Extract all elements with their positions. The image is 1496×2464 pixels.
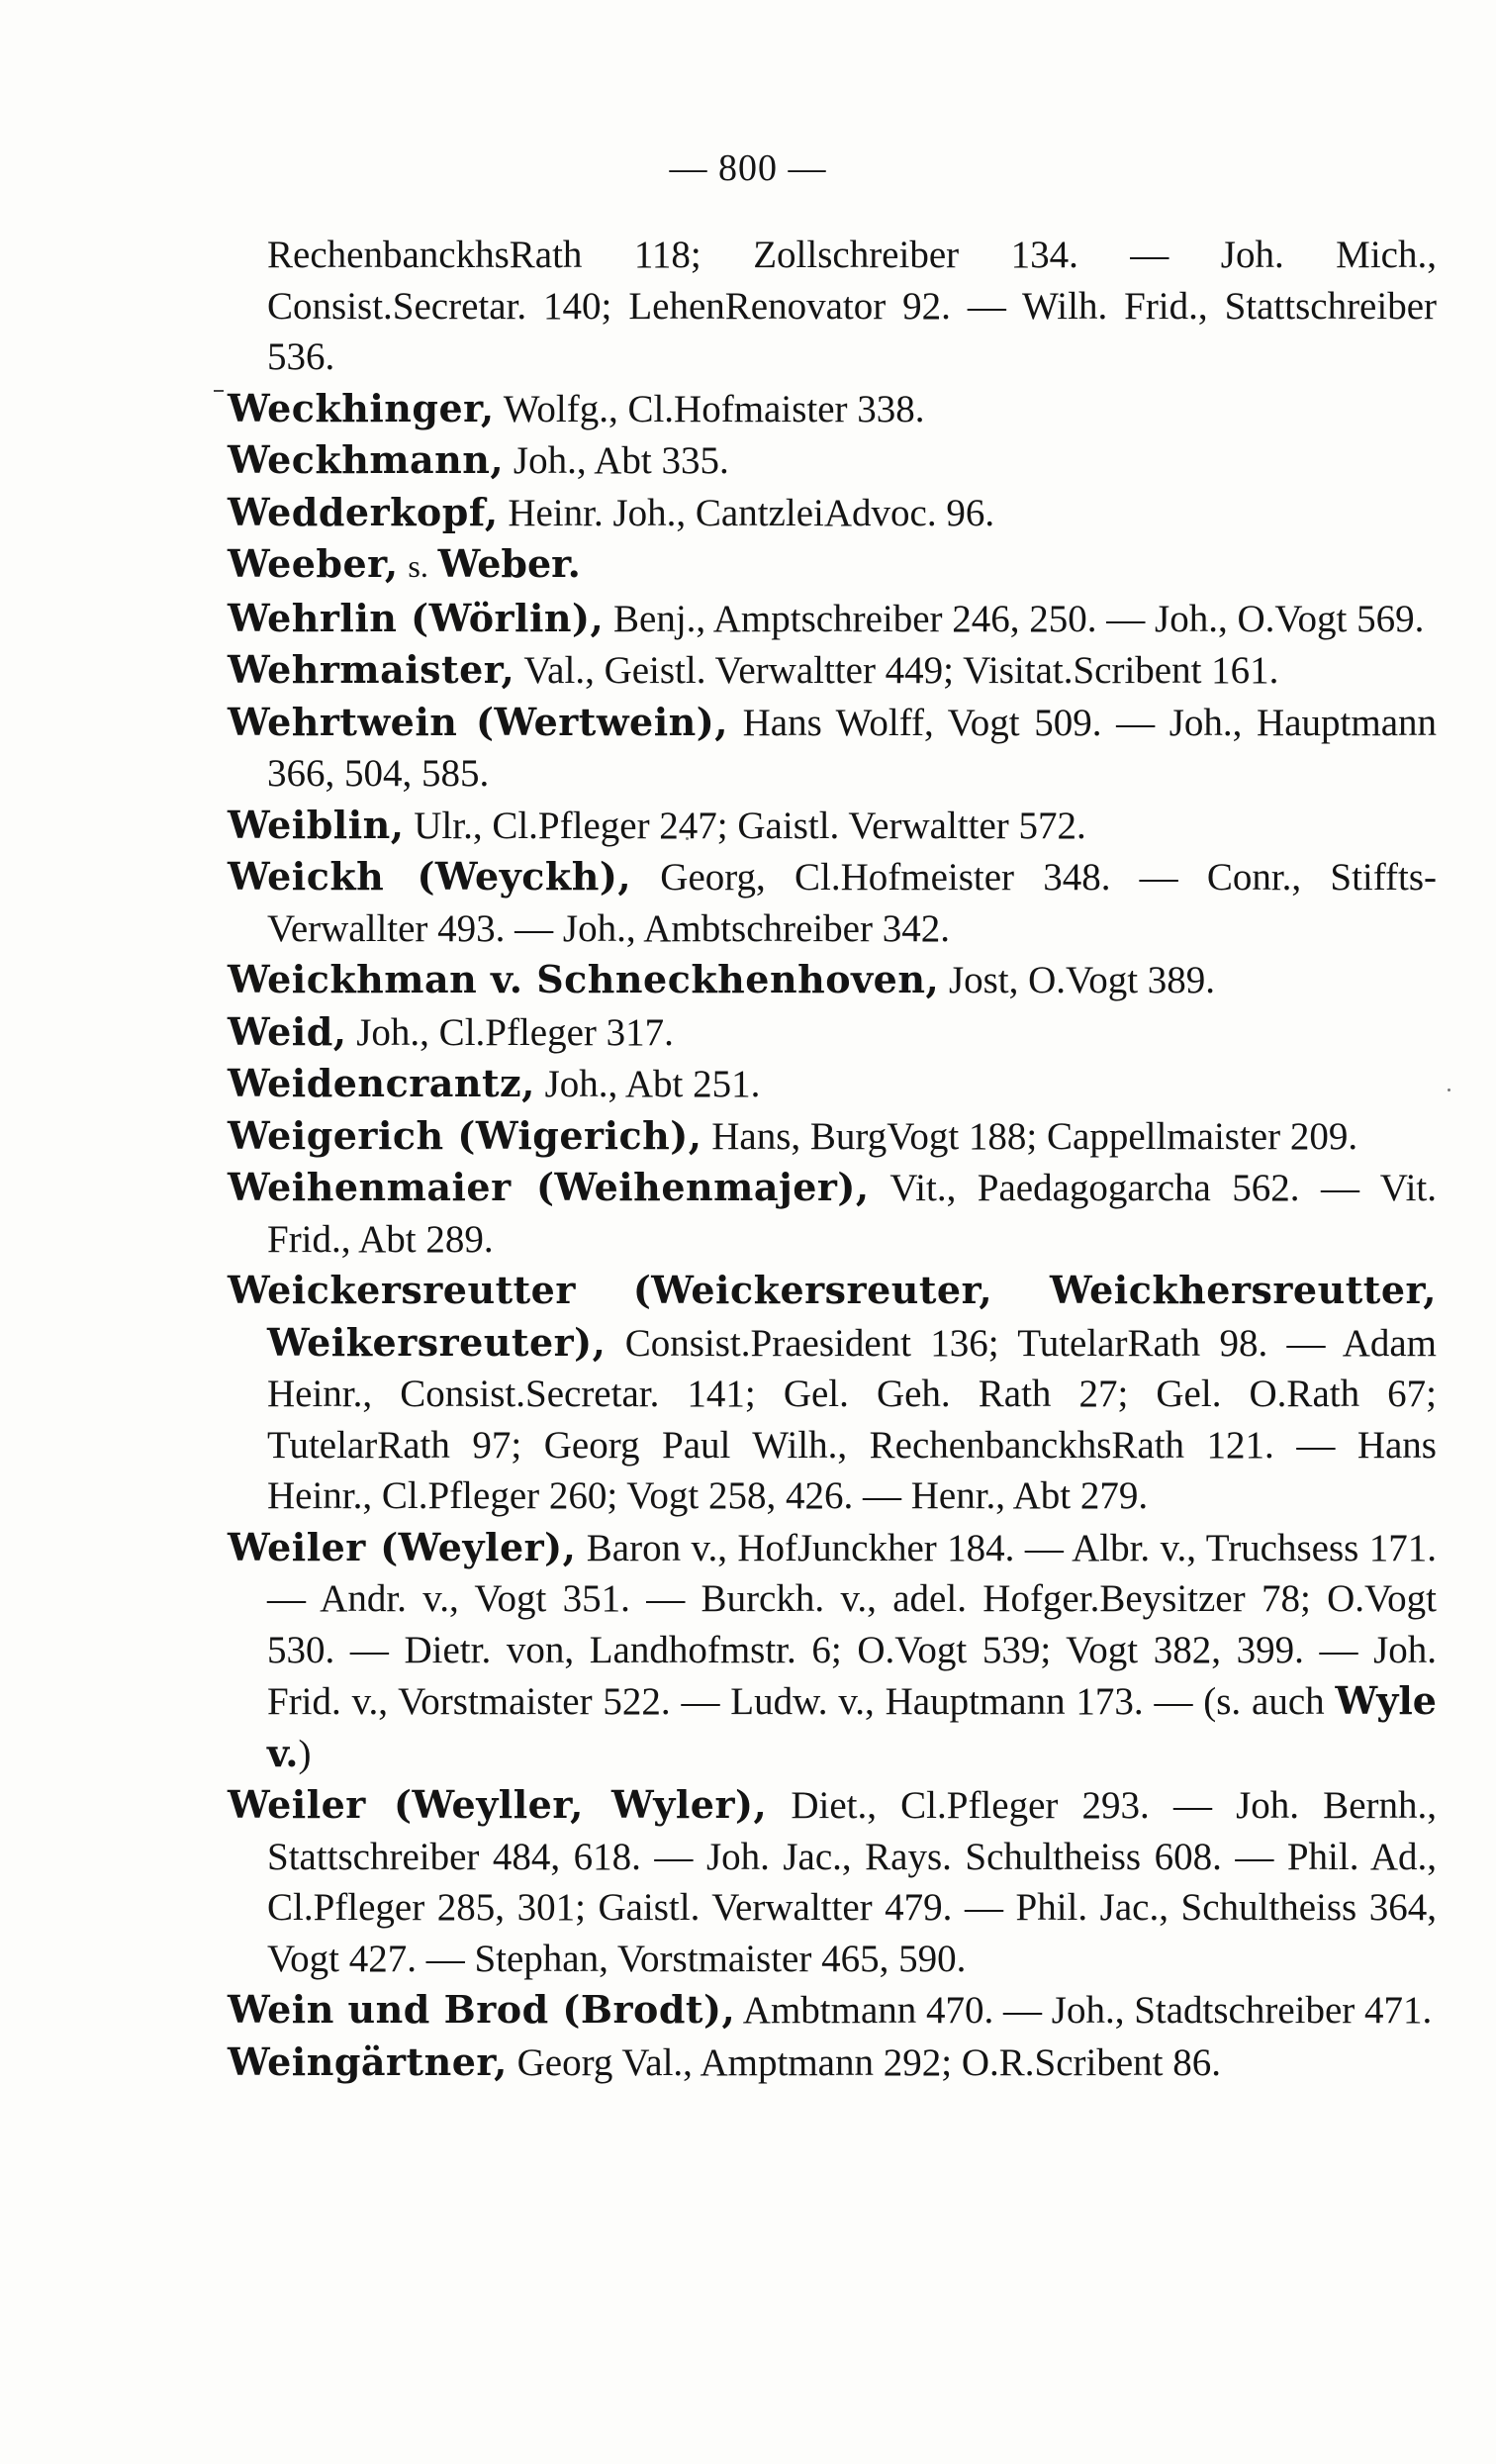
see-reference-name: Wyle v. [267, 1678, 1437, 1775]
entry-name: Weihenmaier (Weihenmajer), [228, 1165, 870, 1209]
entry-name: Weckhmann, [228, 437, 505, 482]
entry-text: Diet., Cl.Pfleger 293. — Joh. Bernh., Stattschreiber 484, 618. — Joh. Jac., Rays. Schultheiss 608. — Phil. Ad., Cl.Pfleger 285, 301; Gaistl. Verwaltter 479. — Phil. Jac., Schultheiss 364, Vogt 427. — Stephan, Vorstmaister 465, 590. [267, 1784, 1437, 1980]
entry-name: Weiblin, [228, 802, 405, 847]
entry-name: Weiler (Weyller, Wyler), [228, 1782, 768, 1827]
entry-text: Benj., Amptschreiber 246, 250. — Joh., O.Vogt 569. [613, 597, 1425, 640]
entry-weid [228, 1006, 1437, 1059]
entry-name: Wehrmaister, [228, 647, 515, 692]
paper-speck [1448, 1089, 1450, 1091]
entry-weiler-weyler [228, 1522, 1437, 1780]
entry-text: Consist.Praesident 136; TutelarRath 98. — Adam Heinr., Consist.Secretar. 141; Gel. Geh. Rath 27; Gel. O.Rath 67; TutelarRath 97; Georg Paul Wilh., RechenbanckhsRath 121. — Hans Heinr., Cl.Pfleger 260; Vogt 258, 426. — Henr., Abt 279. [267, 1321, 1438, 1517]
entry-name: Wehrtwein (Wertwein), [228, 699, 728, 744]
entry-name: Weickersreutter (Weickersreuter, Weickhersreutter, Weikersreuter), [228, 1268, 1437, 1365]
page-number: — 800 — [669, 147, 827, 189]
entry-weigerich [228, 1110, 1437, 1163]
entry-text: Vit., Paedagogarcha 562. — Vit. Frid., Abt 289. [267, 1167, 1437, 1261]
entry-weeber [228, 538, 1437, 593]
entry-tail: ) [298, 1732, 312, 1775]
entry-weidencrantz [228, 1058, 1437, 1110]
entry-wehrlin [228, 593, 1437, 645]
entry-name: Wein und Brod (Brodt), [228, 1987, 736, 2032]
entry-text: Val., Geistl. Verwaltter 449; Visitat.Scribent 161. [523, 649, 1279, 692]
entry-text: Wolfg., Cl.Hofmaister 338. [503, 387, 925, 430]
entry-wedderkopf [228, 487, 1437, 539]
entry-text: Ulr., Cl.Pfleger 247; Gaistl. Verwaltter 572. [414, 804, 1086, 847]
entry-wehrtwein [228, 697, 1437, 800]
entry-weickh [228, 851, 1437, 954]
entry-name: Wedderkopf, [228, 489, 499, 534]
entry-name: Wehrlin (Wörlin), [228, 595, 605, 640]
entry-text: Georg, Cl.Hofmeister 348. — Conr., Stiffts-Verwallter 493. — Joh., Ambtschreiber 342. [267, 856, 1438, 950]
entry-text: Hans Wolff, Vogt 509. — Joh., Hauptmann 366, 504, 585. [267, 701, 1437, 795]
entry-text: Georg Val., Amptmann 292; O.R.Scribent 86. [516, 2040, 1221, 2084]
see-reference-name: Weber. [437, 541, 581, 586]
register-entries [228, 230, 1437, 2088]
entry-name: Weickhman v. Schneckhenhoven, [228, 957, 940, 1001]
entry-text: Ambtmann 470. — Joh., Stadtschreiber 471. [742, 1989, 1433, 2032]
entry-weingaertner [228, 2037, 1437, 2089]
entry-wein-und-brod [228, 1984, 1437, 2037]
entry-weihenmaier [228, 1162, 1437, 1265]
entry-text: Hans, BurgVogt 188; Cappellmaister 209. [711, 1114, 1358, 1158]
entry-weiblin [228, 800, 1437, 852]
entry-text: Baron v., HofJunckher 184. — Albr. v., Truchsess 171. — Andr. v., Vogt 351. — Burckh. v., adel. Hofger.Beysitzer 78; O.Vogt 530. — Dietr. von, Landhofmstr. 6; O.Vogt 539; Vogt 382, 399. — Joh. Frid. v., Vorstmaister 522. — Ludw. v., Hauptmann 173. — (s. auch [267, 1526, 1437, 1723]
entry-text: Joh., Cl.Pfleger 317. [356, 1010, 674, 1054]
entry-text: Joh., Abt 335. [513, 439, 729, 482]
entry-weiler-weyller [228, 1779, 1437, 1984]
entry-name: Weckhinger, [228, 385, 495, 430]
entry-weckhinger [228, 383, 1437, 435]
entry-name: Weiler (Weyler), [228, 1524, 577, 1569]
entry-text: Heinr. Joh., CantzleiAdvoc. 96. [508, 491, 995, 534]
entry-text: Joh., Abt 251. [544, 1063, 761, 1105]
entry-text: Jost, O.Vogt 389. [948, 959, 1216, 1001]
entry-name: Weickh (Weyckh), [228, 854, 632, 899]
entry-name: Weingärtner, [228, 2038, 508, 2084]
entry-text: RechenbanckhsRath 118; Zollschreiber 134. — Joh. Mich., Consist.Secretar. 140; LehenRenovator 92. — Wilh. Frid., Stattschreiber 536. [267, 234, 1437, 378]
entry-weickhman [228, 954, 1437, 1006]
entry-weckhmann [228, 434, 1437, 487]
see-reference-marker: s. [408, 548, 428, 584]
entry-name: Weigerich (Wigerich), [228, 1112, 702, 1158]
entry-name: Weid, [228, 1008, 347, 1054]
margin-dash-mark [214, 390, 224, 392]
entry-name: Weeber, [228, 541, 399, 586]
entry-name: Weidencrantz, [228, 1061, 535, 1105]
entry-weickersreutter [228, 1265, 1437, 1522]
entry-continuation [228, 230, 1437, 383]
entry-wehrmaister [228, 644, 1437, 697]
